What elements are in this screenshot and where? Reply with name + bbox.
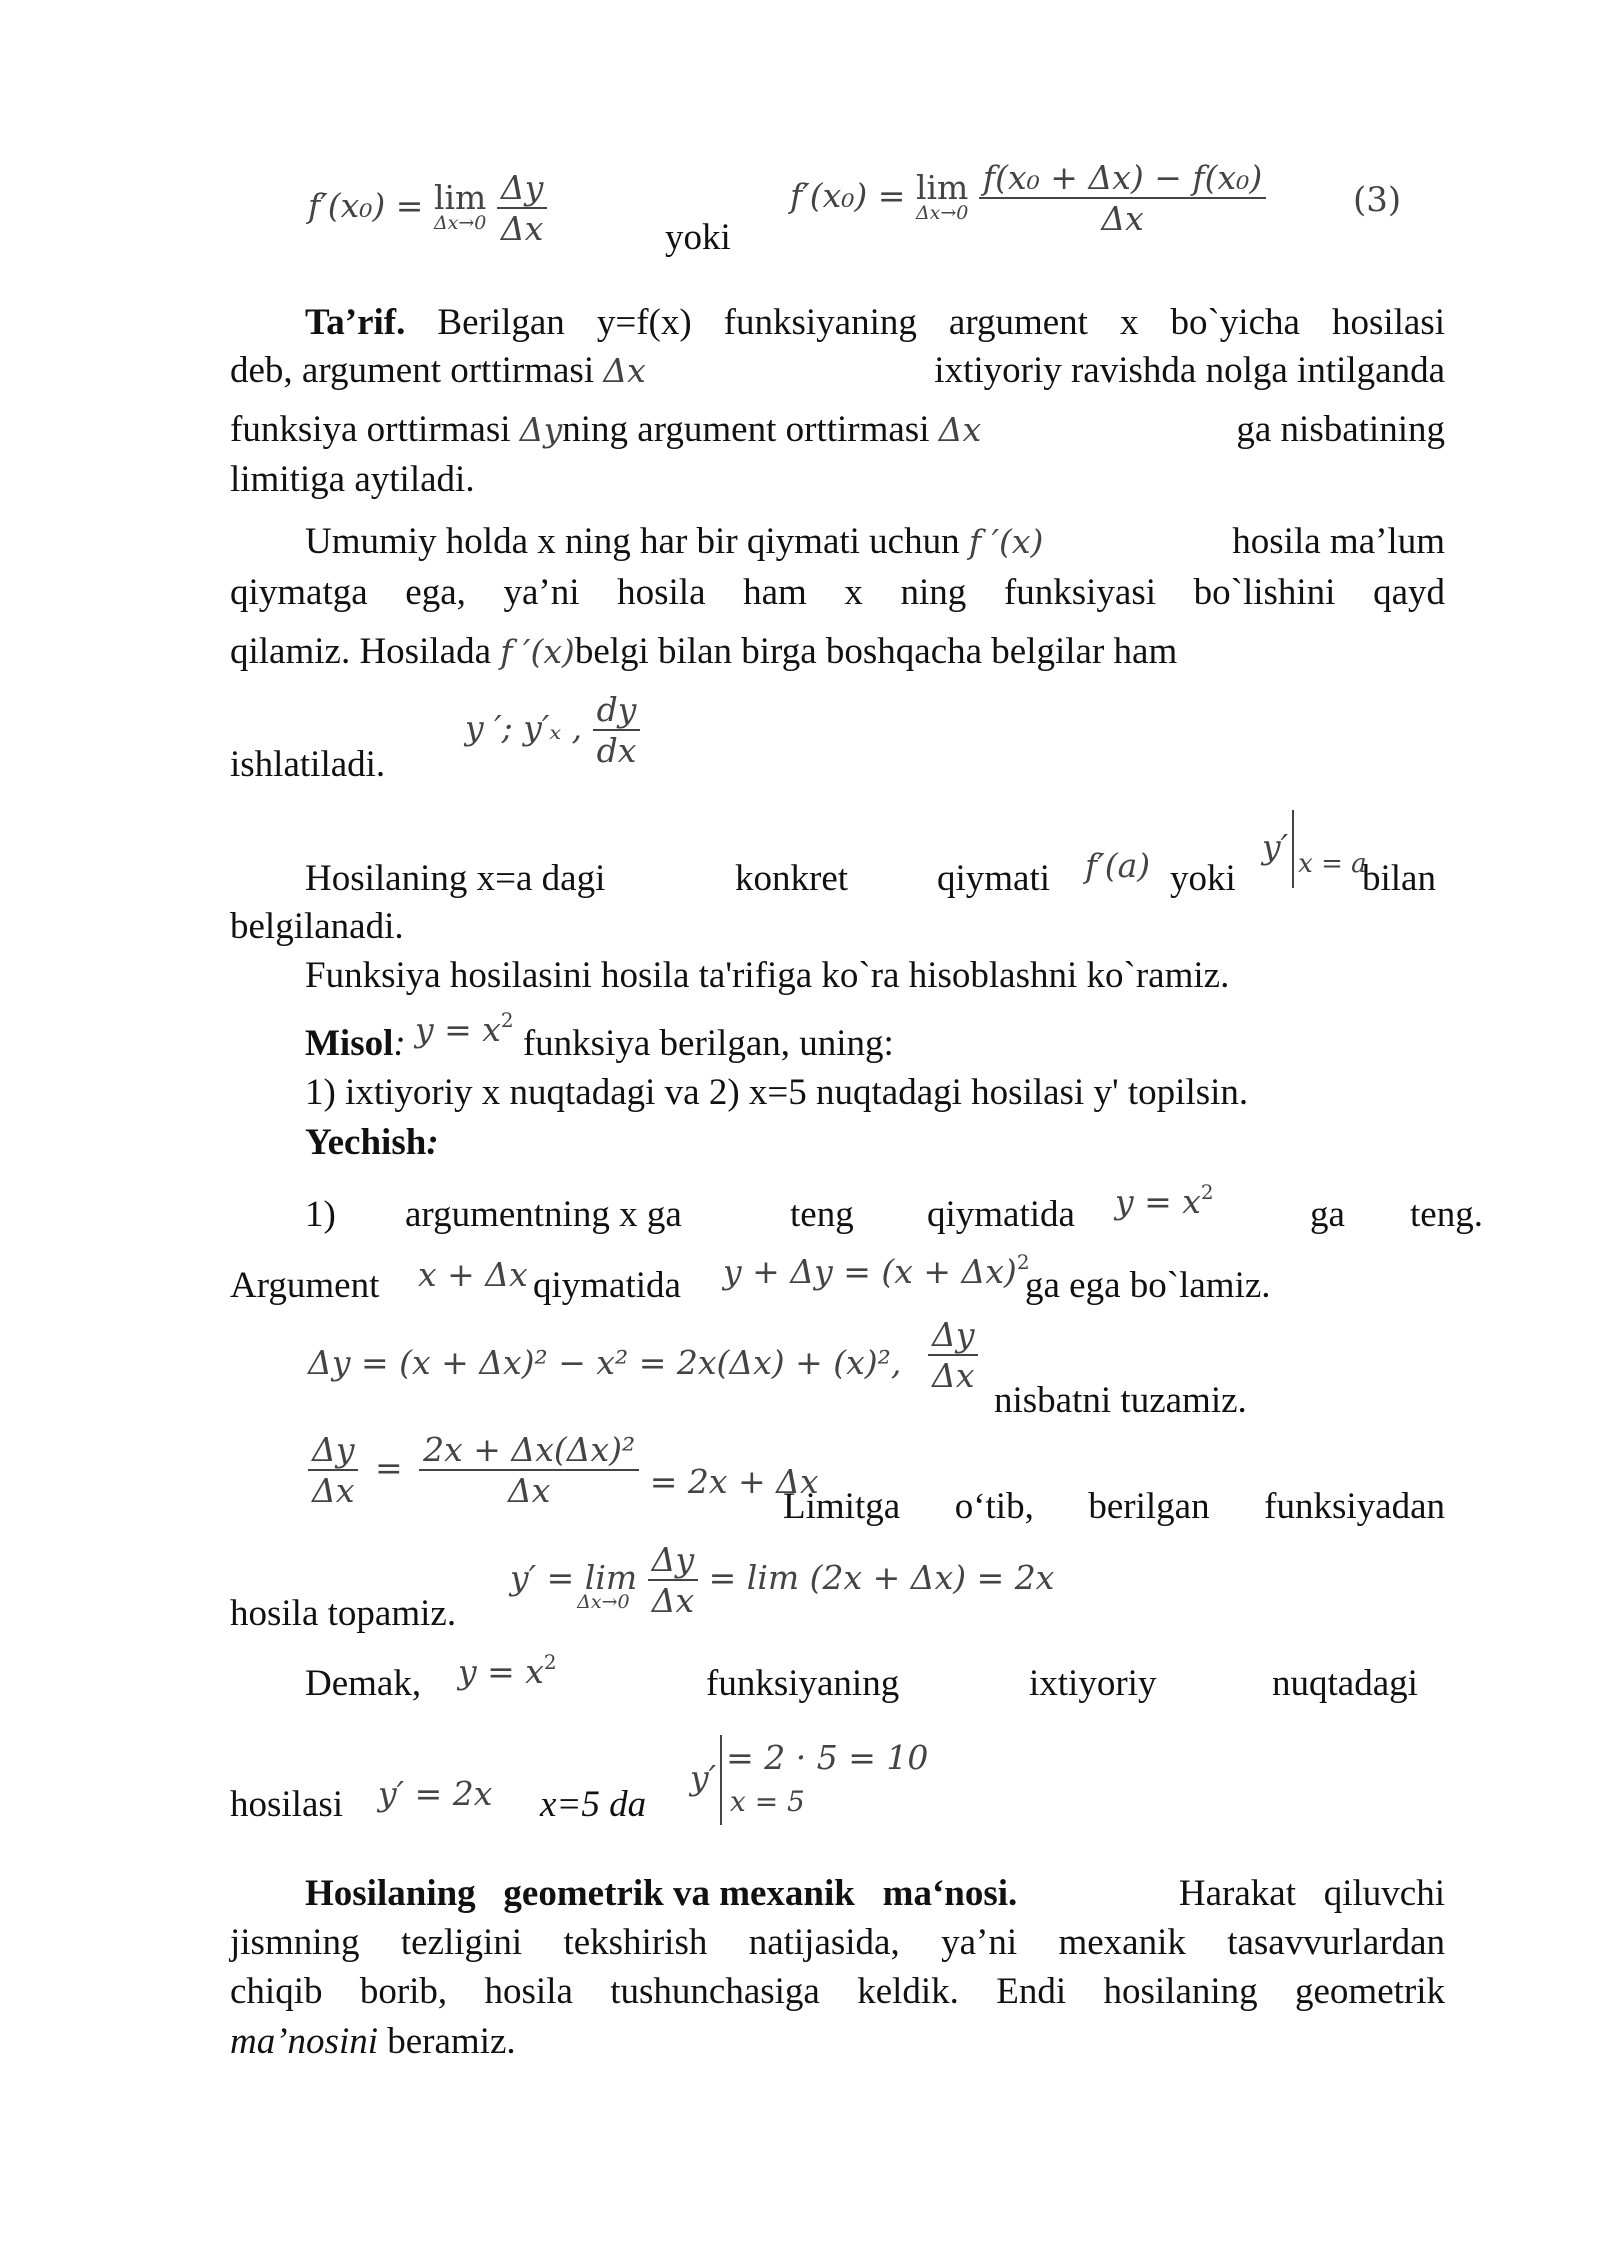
- derivative-word: hosilasi: [230, 1784, 344, 1825]
- lim-1: [433, 178, 487, 234]
- derivative-found-sentence: hosila topamiz.: [230, 1593, 457, 1634]
- value-at-a-text: [305, 857, 605, 900]
- notation-formula: [465, 690, 640, 770]
- example-heading: Misol: [305, 1023, 394, 1064]
- definition-line-4: limitiga aytiladi.: [230, 459, 475, 500]
- derivative-definition-1: [308, 168, 547, 248]
- x-eq-5-da: x=5 da: [540, 1784, 647, 1825]
- step1-text-e: ga: [1310, 1194, 1345, 1235]
- value-at-a-line-2: belgilanadi.: [230, 906, 404, 947]
- step1-line2-b: qiymatida: [533, 1265, 681, 1306]
- step1-text-f: teng.: [1410, 1194, 1483, 1235]
- notation-text: y ′; y′ₓ ,: [465, 708, 583, 747]
- y-prime-2x: y′ = 2x: [378, 1774, 493, 1813]
- final-lim-text: y′ = lim: [510, 1558, 638, 1597]
- x-plus-dx-inline: x + Δx: [418, 1255, 528, 1294]
- general-line-4: ishlatiladi.: [230, 744, 386, 785]
- delta-y-expansion: Δy = (x + Δx)² − x² = 2x(Δx) + (x)²,: [308, 1343, 902, 1382]
- method-sentence: Funksiya hosilasini hosila ta'rifiga ko`ra hisoblashni ko`ramiz.: [305, 955, 1230, 996]
- geometric-line-3: [230, 1970, 1445, 2013]
- frac-den: Δx: [928, 1354, 978, 1395]
- sup-two: 2: [543, 1650, 557, 1674]
- fprime-x-inline: f ′(x): [968, 522, 1044, 561]
- gen1-text-a: Umumiy holda x ning har bir qiymati uchun: [305, 521, 960, 562]
- ratio-simplification: [308, 1430, 819, 1510]
- frac-lhs: [308, 1430, 358, 1510]
- solution-heading: [305, 1121, 439, 1164]
- frac-rhs: [419, 1430, 639, 1510]
- frac-num: Δy: [312, 1430, 355, 1469]
- frac-num: Δy: [500, 168, 544, 207]
- evaluation-bar: [720, 1735, 722, 1825]
- val-a-text-b: konkret: [735, 858, 849, 899]
- general-line-3: [230, 630, 1445, 673]
- frac-den: Δx: [648, 1579, 698, 1620]
- step1-text-d: qiymatida: [927, 1194, 1075, 1235]
- y-prime-at-5: [690, 1735, 928, 1825]
- conclusion-c: ixtiyoriy: [1029, 1663, 1157, 1704]
- y-plus-dy-formula: [723, 1250, 1030, 1291]
- at5-result: = 2 · 5 = 10: [726, 1738, 929, 1777]
- fprime-x-inline-2: f ′(x): [500, 632, 575, 671]
- example-colon: :: [393, 1023, 406, 1064]
- formula-lhs-1: f′(x₀) =: [308, 186, 424, 225]
- gen1-text-b: hosila ma’lum: [1232, 521, 1445, 562]
- y-eq-x2-inline: [415, 1010, 514, 1049]
- y-plus-dy: y + Δy = (x + Δx): [723, 1252, 1017, 1291]
- delta-x-inline: Δx: [603, 351, 646, 390]
- fraction-dy-dx-notation: [593, 690, 641, 770]
- limit-sentence: Limitga o‘tib, berilgan funksiyadan: [783, 1486, 1445, 1527]
- final-result: = lim (2x + Δx) = 2x: [708, 1558, 1055, 1597]
- definition-heading: Ta’rif.: [305, 302, 406, 343]
- frac-num: Δy: [651, 1540, 695, 1579]
- frac-num: Δy: [932, 1315, 975, 1354]
- equals: =: [374, 1448, 403, 1487]
- delta-y-inline: Δy: [519, 410, 563, 449]
- y-eq-x2-step1: [1115, 1180, 1214, 1221]
- geometric-line-4: [230, 2020, 516, 2063]
- definition-line-1: [305, 298, 1445, 347]
- definition-line-2: [230, 349, 1445, 392]
- y-prime: y′: [690, 1758, 717, 1797]
- sup-two: 2: [500, 1008, 514, 1032]
- sup-two: 2: [1200, 1180, 1214, 1204]
- y-eq-x: y = x: [1115, 1182, 1201, 1221]
- geometric-text-1: Harakat qiluvchi: [1178, 1873, 1445, 1914]
- geometric-italic: ma’nosini: [230, 2021, 378, 2062]
- conclusion-a: Demak,: [305, 1663, 422, 1704]
- y-prime-at-a: [1262, 810, 1367, 888]
- fraction-dy-dx-ratio: [928, 1315, 978, 1395]
- def2-text-a: deb, argument orttirmasi: [230, 350, 595, 391]
- def3-text-b: ning argument orttirmasi: [562, 409, 930, 450]
- lim-sub: Δx→0: [915, 202, 969, 224]
- frac-den: Δx: [497, 207, 547, 248]
- gen1-part-a: [305, 520, 1043, 563]
- lim-word: lim: [433, 178, 487, 217]
- lim-2: [915, 168, 969, 224]
- fraction-dy-dx: [497, 168, 547, 248]
- def3-text-c: ga nisbatining: [1236, 409, 1445, 450]
- frac: [648, 1540, 698, 1620]
- gen3-text-a: qilamiz. Hosilada: [230, 631, 491, 672]
- def3-part-a: [230, 408, 981, 451]
- def2-part-a: [230, 349, 646, 392]
- frac-den: Δx: [308, 1469, 358, 1510]
- equation-number: (3): [1353, 180, 1402, 220]
- frac-num: dy: [596, 690, 637, 729]
- ratio-sentence: nisbatni tuzamiz.: [994, 1380, 1247, 1421]
- lim-sub: Δx→0: [433, 212, 487, 234]
- step1-line2-c: ga ega bo`lamiz.: [1025, 1265, 1271, 1306]
- ratio-result: = 2x + Δx: [649, 1462, 819, 1501]
- example-line-1: [305, 1008, 894, 1065]
- delta-x-inline-2: Δx: [938, 410, 982, 449]
- step1-text-c: teng: [790, 1194, 854, 1235]
- geometric-text-3: chiqib borib, hosila tushunchasiga keldik. Endi hosilaning geometrik: [230, 1971, 1445, 2012]
- frac-num: 2x + Δx(Δx)²: [423, 1430, 636, 1469]
- val-a-text-a: Hosilaning x=a dagi: [305, 858, 606, 899]
- gen3-part-a: [230, 630, 1177, 673]
- step1-number: 1): [305, 1194, 336, 1235]
- general-line-2: qiymatga ega, ya’ni hosila ham x ning funksiyasi bo`lishini qayd: [230, 572, 1445, 613]
- general-line-1: [305, 520, 1445, 563]
- geometric-text-4: beramiz.: [387, 2021, 516, 2062]
- x-eq-a: x = a: [1298, 849, 1367, 879]
- y-eq-x: y = x: [458, 1652, 544, 1691]
- y-eq-x: y = x: [414, 1010, 501, 1049]
- definition-line-3: [230, 408, 1445, 451]
- derivative-definition-2: [790, 158, 1266, 238]
- def2-text-b: ixtiyoriy ravishda nolga intilganda: [934, 350, 1445, 391]
- evaluation-bar: [1292, 810, 1294, 888]
- gen3-text-b: belgi bilan birga boshqacha belgilar ham: [574, 631, 1178, 672]
- val-a-text-c: qiymati: [937, 858, 1051, 899]
- step1-line2-a: Argument: [230, 1265, 380, 1306]
- solution-colon: :: [426, 1122, 439, 1163]
- val-a-text-d: yoki: [1170, 858, 1236, 899]
- sup-two: 2: [1016, 1250, 1030, 1274]
- geometric-line-2: jismning tezligini tekshirish natijasida, ya’ni mexanik tasavvurlardan: [230, 1922, 1445, 1963]
- example-tail: funksiya berilgan, uning:: [522, 1023, 894, 1064]
- yoki-text: yoki: [665, 217, 731, 258]
- y-prime: y′: [1262, 827, 1289, 866]
- frac-den: Δx: [419, 1469, 639, 1510]
- frac-den: dx: [593, 729, 641, 770]
- y-eq-x2-conclusion: [458, 1650, 557, 1691]
- val-a-text-e: bilan: [1362, 858, 1436, 899]
- def3-text-a: funksiya orttirmasi: [230, 409, 511, 450]
- step1-text-b: argumentning x ga: [405, 1194, 682, 1235]
- frac: [928, 1315, 978, 1395]
- example-line-2: 1) ixtiyoriy x nuqtadagi va 2) x=5 nuqtadagi hosilasi y' topilsin.: [305, 1072, 1249, 1113]
- final-limit-formula: y′ = lim Δx→0 $\frac{\Delta y}{\Delta x}$ = lim (2x + Δx) = 2x: [510, 1540, 1055, 1620]
- conclusion-b: funksiyaning: [706, 1663, 900, 1704]
- formula-lhs-2: f′(x₀) =: [790, 176, 906, 215]
- fraction-increment: [979, 158, 1266, 238]
- geometric-line-1: [305, 1872, 1445, 1915]
- x-eq-5-sub: x = 5: [730, 1785, 805, 1818]
- frac-den: Δx: [979, 197, 1266, 238]
- conclusion-d: nuqtadagi: [1272, 1663, 1418, 1704]
- solution-word: Yechish: [305, 1122, 427, 1163]
- geometric-heading: Hosilaning geometrik va mexanik ma‘nosi.: [305, 1873, 1018, 1914]
- lim-word: lim: [915, 168, 969, 207]
- definition-text-1: Berilgan y=f(x) funksiyaning argument x bo`yicha hosilasi: [437, 302, 1445, 343]
- frac-num: f(x₀ + Δx) − f(x₀): [982, 158, 1263, 197]
- fprime-a-inline: f′(a): [1085, 846, 1151, 885]
